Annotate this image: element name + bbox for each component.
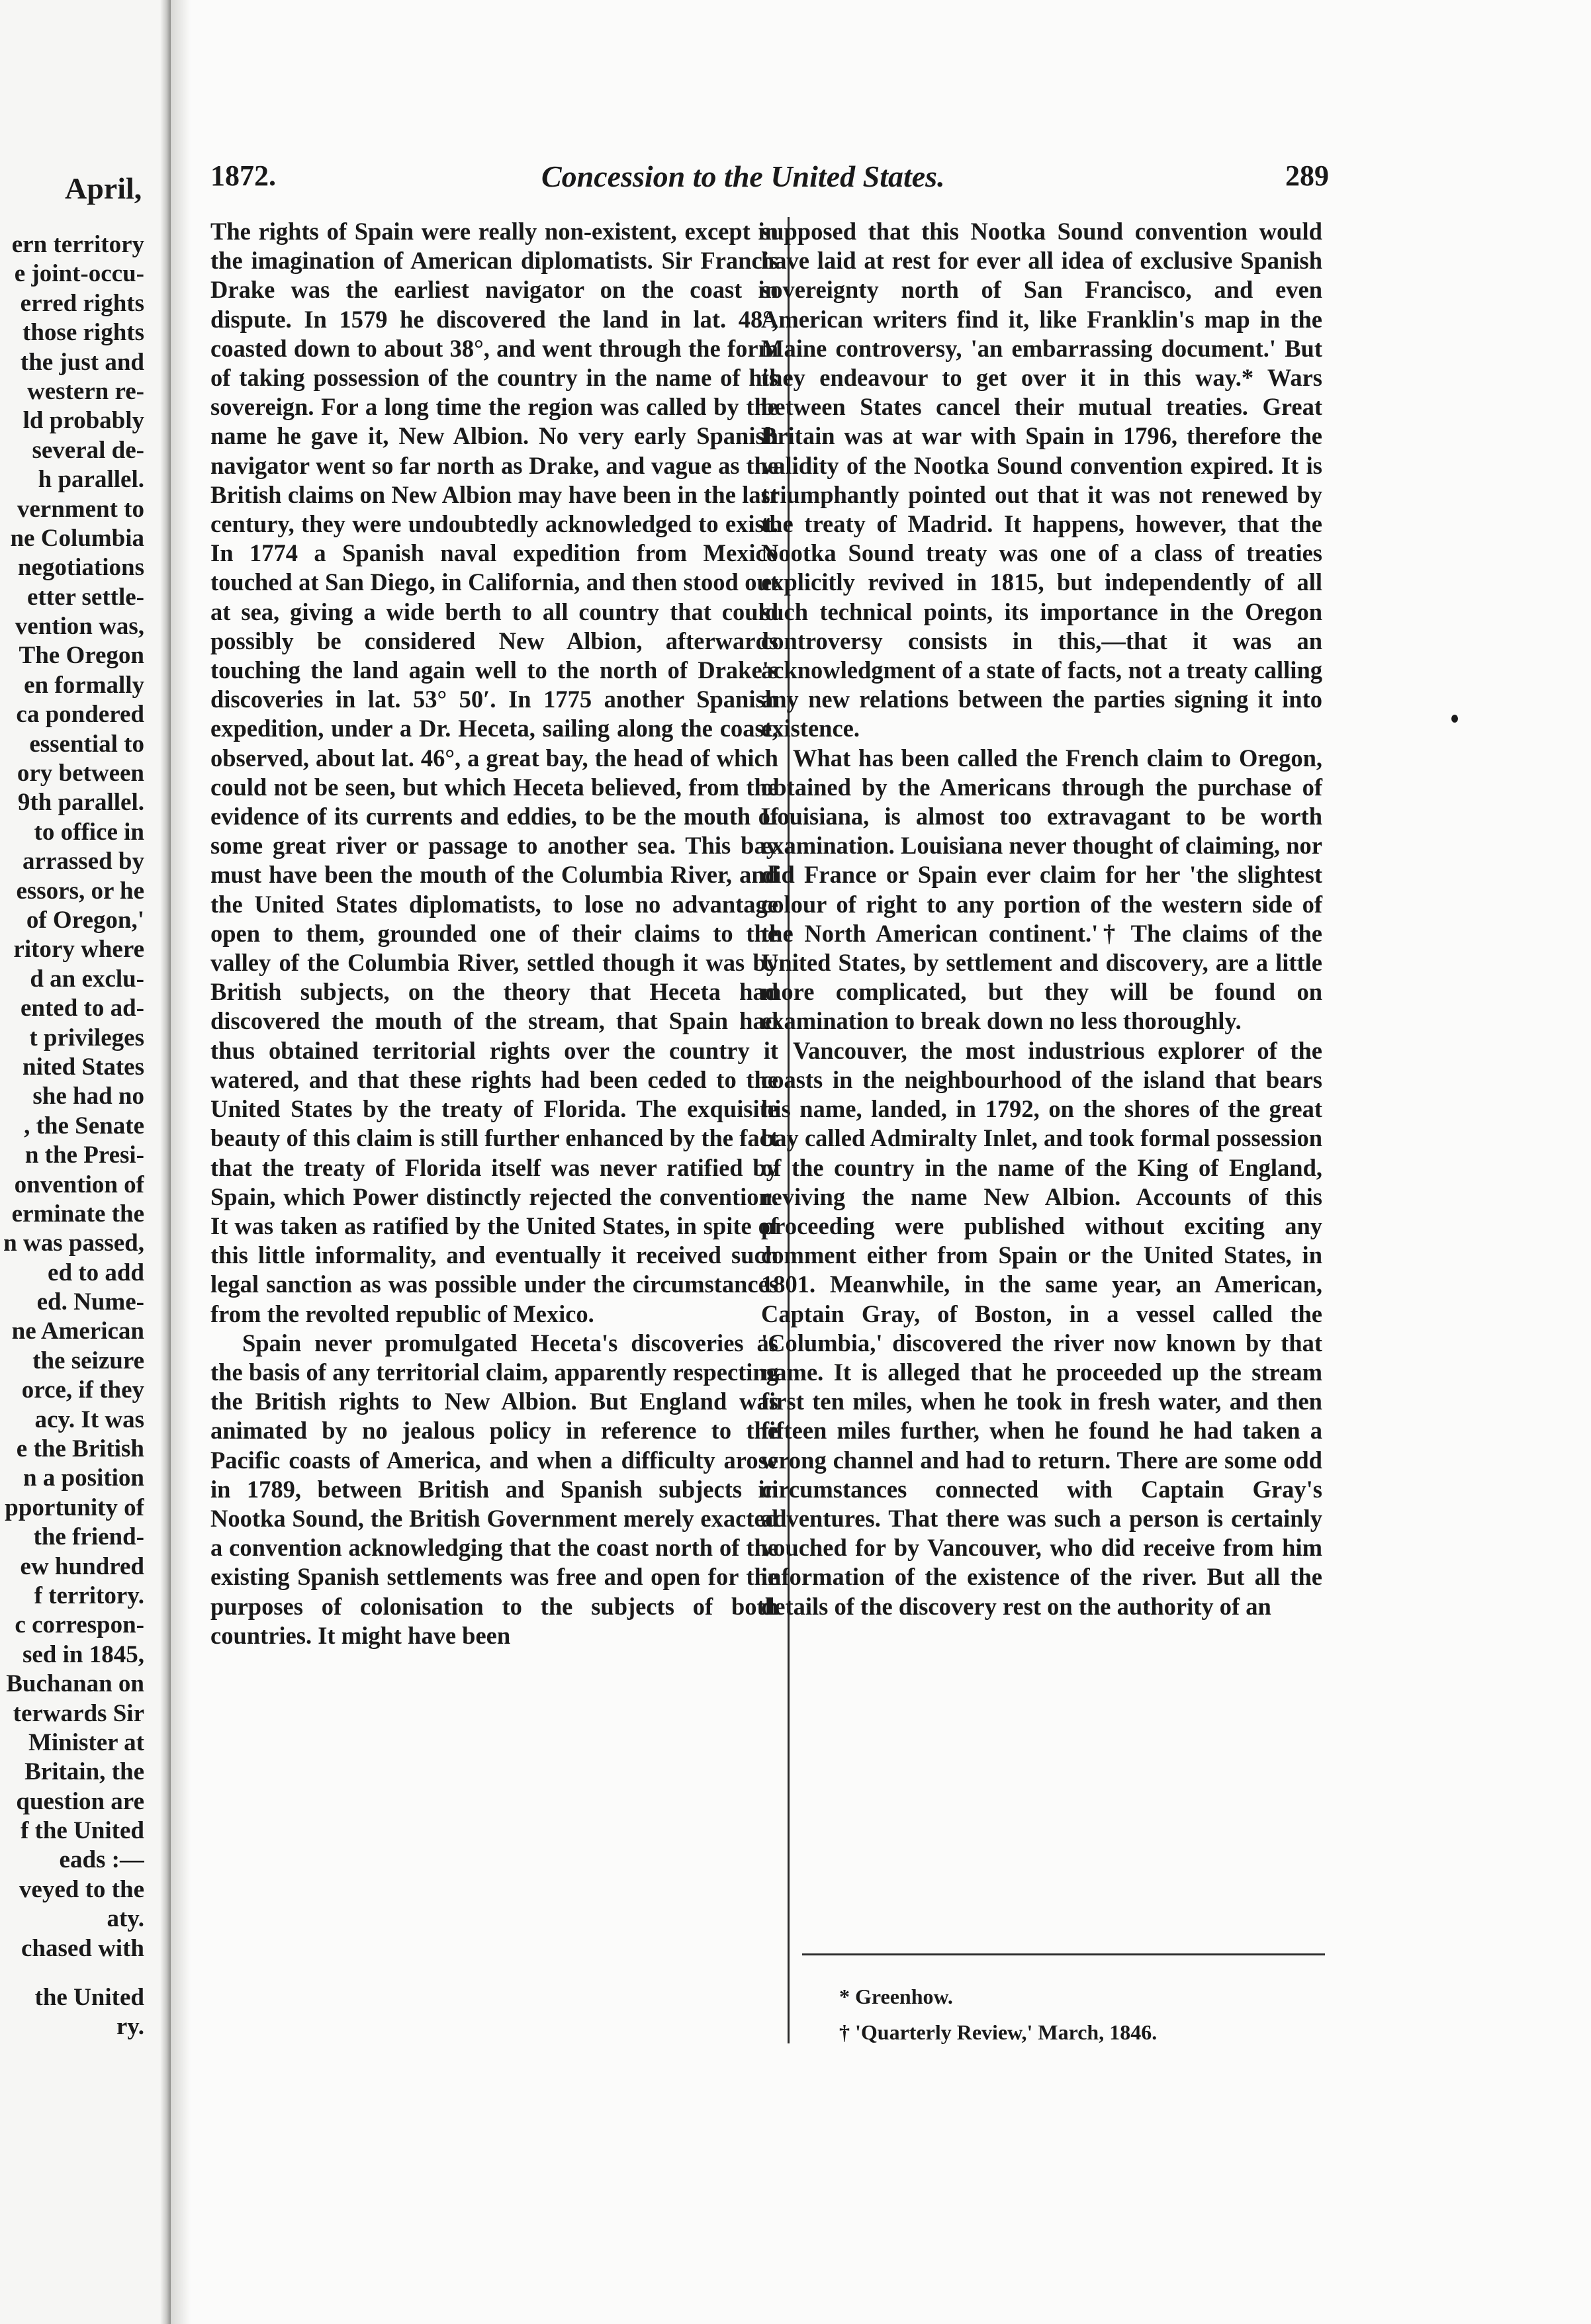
left-page-line: negotiations: [17, 554, 144, 582]
left-page-line: d an exclu-: [30, 965, 144, 993]
left-page-line: of Oregon,': [26, 906, 144, 934]
left-page-line: vention was,: [15, 613, 144, 641]
page-edge-shadow: [171, 0, 191, 2324]
left-page-line: she had no: [32, 1083, 144, 1110]
left-page-line: Buchanan on: [6, 1670, 144, 1698]
left-page-line: the seizure: [32, 1347, 144, 1374]
paragraph: Vancouver, the most industrious explorer of the coasts in the neighbourhood of the island that bears his name, landed, in 1792, on the shores of the great bay called Admiralty Inlet, and took formal possession of the country in the name of the King of England, reviving the name New Albion. Accounts of this proceeding were published without exciting any comment either from Spain or the United States, in 1801. Meanwhile, in the same year, an American, Captain Gray, of Boston, in a vessel called the 'Columbia,' discovered the river now known by that name. It is alleged that he proceeded up the stream first ten miles, when he took in fresh water, and then fifteen miles further, when he found he had taken a wrong channel and had to return. There are some odd circumstances connected with Captain Gray's adventures. That there was such a person is certainly vouched for by Vancouver, who did receive from him information of the existence of the river. But all the details of the discovery rest on the authority of an: [761, 1036, 1322, 1620]
left-page-line: vernment to: [17, 495, 144, 523]
left-page-line: ory between: [17, 760, 144, 787]
left-page-line: several de-: [32, 436, 144, 464]
left-page-line: f the United: [20, 1817, 144, 1845]
left-page-line: e joint-occu-: [14, 260, 144, 288]
left-page-line: essential to: [29, 730, 144, 758]
left-page-line: ca pondered: [16, 701, 144, 729]
left-page-line: terwards Sir: [13, 1699, 144, 1727]
left-page-header: April,: [65, 171, 142, 205]
left-page-line: ry.: [116, 2013, 144, 2041]
left-page-line: question are: [16, 1787, 144, 1815]
left-page-line: [0, 1963, 144, 1983]
text-column-right: [761, 217, 1322, 1621]
left-page-line: ed to add: [48, 1259, 144, 1286]
left-page-line: chased with: [21, 1934, 144, 1962]
paragraph: supposed that this Nootka Sound convention would have laid at rest for ever all idea of exclusive Spanish sovereignty north of San Francisco, and even American writers find it, like Franklin's map in the Maine controversy, 'an embarrassing document.' But they endeavour to get over it in this way.* Wars between States cancel their mutual treaties. Great Britain was at war with Spain in 1796, therefore the validity of the Nootka Sound convention expired. It is triumphantly pointed out that it was not renewed by the treaty of Madrid. It happens, however, that the Nootka Sound treaty was one of a class of treaties explicitly revived in 1815, but independently of all such technical points, its importance in the Oregon controversy consists in this,—that it was an acknowledgment of a state of facts, not a treaty calling any new relations between the parties signing it into existence.: [761, 218, 1322, 742]
left-page-line: e the British: [16, 1435, 144, 1463]
left-page-line: The Oregon: [19, 642, 144, 670]
left-page-line: ld probably: [23, 407, 144, 435]
left-page-line: sed in 1845,: [22, 1640, 144, 1668]
footnotes: [839, 1979, 1342, 2050]
footnote: * Greenhow.: [839, 1985, 953, 2008]
left-page-line: ed. Nume-: [36, 1288, 144, 1316]
paragraph: What has been called the French claim to Oregon, obtained by the Americans through the purchase of Louisiana, is almost too extravagant to be worth examination. Louisiana never thought of claiming, nor did France or Spain ever claim for her 'the slightest colour of right to any portion of the western side of the North American continent.'† The claims of the United States, by settlement and discovery, are a little more complicated, but they will be found on examination to break down no less thoroughly.: [761, 744, 1322, 1035]
footnote-rule: [802, 1953, 1325, 1955]
left-page-line: en formally: [24, 671, 144, 699]
left-page-line: n was passed,: [3, 1229, 144, 1257]
left-page-line: eads :—: [59, 1846, 144, 1874]
left-page-line: t privileges: [29, 1024, 144, 1051]
left-page-line: orce, if they: [21, 1376, 144, 1404]
left-page-line: erminate the: [11, 1200, 144, 1228]
left-page-line: the just and: [20, 348, 144, 376]
left-page-line: n the Presi-: [24, 1141, 144, 1169]
running-head: [210, 159, 1329, 199]
left-page-line: the friend-: [33, 1523, 144, 1551]
left-page-line: f territory.: [34, 1582, 144, 1609]
page-gutter: [160, 0, 171, 2324]
left-page-line: ne Columbia: [10, 524, 144, 552]
left-page-line: acy. It was: [34, 1406, 144, 1433]
left-page-line: pportunity of: [5, 1494, 144, 1521]
left-page-line: ne American: [11, 1318, 144, 1345]
left-page-line: n a position: [23, 1464, 144, 1492]
left-page-line: those rights: [23, 319, 144, 347]
left-page-line: veyed to the: [19, 1875, 144, 1903]
left-page-line: onvention of: [14, 1171, 144, 1198]
left-page-line: erred rights: [20, 289, 144, 317]
left-page-line: c correspon-: [15, 1611, 144, 1639]
left-page-line: Minister at: [28, 1728, 144, 1756]
paragraph: Spain never promulgated Heceta's discoveries as the basis of any territorial claim, apparently respecting the British rights to New Albion. But England was animated by no jealous policy in reference to the Pacific coasts of America, and when a difficulty arose in 1789, between British and Spanish subjects in Nootka Sound, the British Government merely exacted a convention acknowledging that the coast north of the existing Spanish settlements was free and open for the purposes of colonisation to the subjects of both countries. It might have been: [210, 1329, 778, 1649]
left-page-line: nited States: [23, 1053, 144, 1081]
ink-speck: [1451, 715, 1458, 723]
footnote: † 'Quarterly Review,' March, 1846.: [839, 2020, 1158, 2044]
left-page-line: ew hundred: [20, 1552, 144, 1580]
left-page-line: aty.: [107, 1905, 144, 1933]
left-page-line: the United: [34, 1984, 144, 2012]
left-page-line: h parallel.: [38, 466, 144, 494]
adjacent-page-fragment: [0, 0, 171, 2324]
left-page-line: ented to ad-: [20, 995, 144, 1022]
left-page-line: etter settle-: [27, 583, 144, 611]
running-head-title: Concession to the United States.: [541, 159, 945, 193]
left-page-line: 9th parallel.: [17, 789, 144, 817]
left-page-line: arrassed by: [23, 848, 144, 875]
left-page-line: ern territory: [11, 231, 144, 258]
left-page-line: to office in: [34, 818, 144, 846]
left-page-line: , the Senate: [24, 1112, 144, 1140]
left-page-line: essors, or he: [16, 877, 144, 905]
left-page-line: ritory where: [13, 936, 144, 963]
left-page-text: [0, 230, 144, 2042]
left-page-line: Britain, the: [24, 1758, 144, 1786]
running-head-year: 1872.: [210, 159, 276, 192]
left-page-line: western re-: [26, 377, 144, 405]
text-column-left: [210, 217, 778, 1650]
page-number: 289: [1285, 159, 1329, 192]
paragraph: The rights of Spain were really non-existent, except in the imagination of American diplomatists. Sir Francis Drake was the earliest navigator on the coast in dispute. In 1579 he discovered the land in lat. 48°, coasted down to about 38°, and went through the form of taking possession of the country in the name of his sovereign. For a long time the region was called by the name he gave it, New Albion. No very early Spanish navigator went so far north as Drake, and vague as the British claims on New Albion may have been in the last century, they were undoubtedly acknowledged to exist. In 1774 a Spanish naval expedition from Mexico touched at San Diego, in California, and then stood out at sea, giving a wide berth to all country that could possibly be considered New Albion, afterwards touching the land again well to the north of Drake's discoveries in lat. 53° 50′. In 1775 another Spanish expedition, under a Dr. Heceta, sailing along the coast, observed, about lat. 46°, a great bay, the head of which could not be seen, but which Heceta believed, from the evidence of its currents and eddies, to be the mouth of some great river or passage to another sea. This bay must have been the mouth of the Columbia River, and the United States diplomatists, to lose no advantage open to them, grounded one of their claims to the valley of the Columbia River, settled though it was by British subjects, on the theory that Heceta had discovered the mouth of the stream, that Spain had thus obtained territorial rights over the country it watered, and that these rights had been ceded to the United States by the treaty of Florida. The exquisite beauty of this claim is still further enhanced by the fact that the treaty of Florida itself was never ratified by Spain, which Power distinctly rejected the convention. It was taken as ratified by the United States, in spite of this little informality, and eventually it received such legal sanction as was possible under the circumstances from the revolted republic of Mexico.: [210, 218, 778, 1327]
